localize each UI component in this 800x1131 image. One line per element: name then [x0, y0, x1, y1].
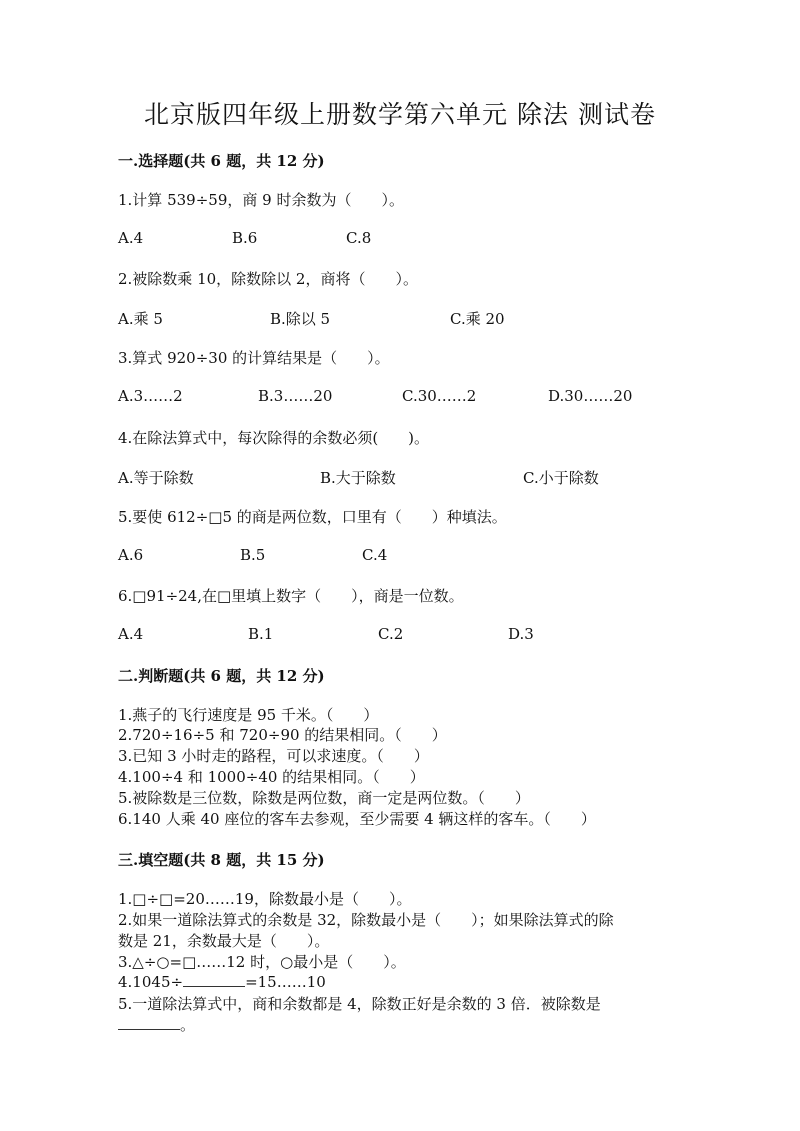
- fill-item-2-line-1: 2.如果一道除法算式的余数是 32，除数最小是（ ）；如果除法算式的除: [118, 911, 614, 929]
- judgement-item-1: 1.燕子的飞行速度是 95 千米。（ ）: [118, 706, 379, 724]
- option-c: C.4: [362, 546, 388, 564]
- page-title: 北京版四年级上册数学第六单元 除法 测试卷: [144, 100, 656, 129]
- option-b: B.大于除数: [320, 469, 396, 487]
- question-3: 3.算式 920÷30 的计算结果是（ ）。: [118, 349, 390, 367]
- option-a: A.4: [118, 229, 144, 247]
- option-b: B.3……20: [258, 387, 333, 405]
- option-a: A.等于除数: [118, 469, 194, 487]
- option-c: C.2: [378, 625, 404, 643]
- judgement-item-2: 2.720÷16÷5 和 720÷90 的结果相同。（ ）: [118, 726, 447, 744]
- option-c: C.30……2: [402, 387, 477, 405]
- section-heading-judgement: 二.判断题(共 6 题，共 12 分): [118, 667, 325, 685]
- fill-item-4-prefix: 4.1045÷: [118, 973, 184, 991]
- option-d: D.3: [508, 625, 534, 643]
- fill-item-2-line-2: 数是 21，余数最大是（ ）。: [118, 932, 330, 950]
- fill-item-4-suffix: =15……10: [245, 973, 326, 991]
- option-a: A.乘 5: [118, 310, 163, 328]
- option-d: D.30……20: [548, 387, 633, 405]
- option-b: B.1: [248, 625, 274, 643]
- question-2: 2.被除数乘 10，除数除以 2，商将（ ）。: [118, 270, 418, 288]
- option-a: A.4: [118, 625, 144, 643]
- fill-item-5-line-2: [118, 1014, 195, 1035]
- fill-item-1: 1.□÷□=20……19，除数最小是（ ）。: [118, 890, 412, 908]
- option-a: A.3……2: [118, 387, 183, 405]
- question-6: 6.□91÷24,在□里填上数字（ ），商是一位数。: [118, 587, 464, 605]
- question-5: 5.要使 612÷□5 的商是两位数，口里有（ ）种填法。: [118, 508, 507, 526]
- judgement-item-6: 6.140 人乘 40 座位的客车去参观，至少需要 4 辆这样的客车。（ ）: [118, 810, 596, 828]
- option-c: C.小于除数: [523, 469, 599, 487]
- fill-item-3: 3.△÷○=□……12 时，○最小是（ ）。: [118, 953, 406, 971]
- fill-item-5-suffix: 。: [180, 1016, 196, 1034]
- answer-blank[interactable]: [118, 1015, 180, 1030]
- judgement-item-3: 3.已知 3 小时走的路程，可以求速度。（ ）: [118, 747, 429, 765]
- fill-item-5-line-1: 5.一道除法算式中，商和余数都是 4，除数正好是余数的 3 倍．被除数是: [118, 995, 601, 1013]
- section-heading-fill: 三.填空题(共 8 题，共 15 分): [118, 851, 325, 869]
- option-a: A.6: [118, 546, 144, 564]
- section-heading-choice: 一.选择题(共 6 题，共 12 分): [118, 152, 325, 170]
- option-c: C.乘 20: [450, 310, 505, 328]
- question-1: 1.计算 539÷59，商 9 时余数为（ ）。: [118, 191, 404, 209]
- question-4: 4.在除法算式中，每次除得的余数必须( )。: [118, 429, 430, 447]
- option-b: B.6: [232, 229, 258, 247]
- option-c: C.8: [346, 229, 372, 247]
- option-b: B.除以 5: [270, 310, 331, 328]
- judgement-item-4: 4.100÷4 和 1000÷40 的结果相同。（ ）: [118, 768, 425, 786]
- answer-blank[interactable]: [183, 972, 245, 987]
- option-b: B.5: [240, 546, 266, 564]
- judgement-item-5: 5.被除数是三位数，除数是两位数，商一定是两位数。（ ）: [118, 789, 530, 807]
- fill-item-4: [118, 972, 326, 991]
